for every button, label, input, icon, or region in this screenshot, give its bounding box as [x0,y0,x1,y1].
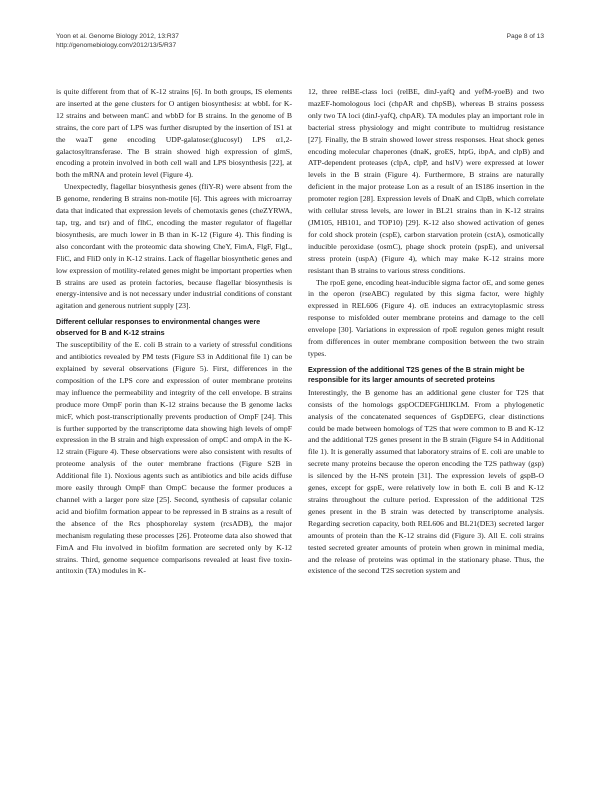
paragraph: The susceptibility of the E. coli B strain to a variety of stressful conditions and antibiotics revealed by PM tests (Figure S3 in Additional file 1) can be explained by several observations (Figure 5). First, differences in the composition of the LPS core and expression of outer membrane proteins may influence the permeability and integrity of the cell envelope. B strains produce more OmpF porin than K-12 strains because the B genome lacks micF, which post-transcriptionally prevents production of OmpF [24]. This is further supported by the transcriptome data showing high levels of ompF expression in the B strain and high expression of ompC and ompA in the K-12 strain (Figure 4). These observations were also consistent with results of proteome analysis of the outer membrane fractions (Figure S2B in Additional file 1). Noxious agents such as antibiotics and bile acids diffuse more easily through OmpF than OmpC because the former produces a channel with a larger pore size [25]. Second, synthesis of capsular colanic acid and biofilm formation appear to be repressed in B strains as a result of the absence of the Rcs phosphorelay system (rcsADB), the major mechanism regulating these processes [26]. Proteome data also showed that FimA and Flu involved in biofilm formation are secreted only by K-12 strains. Third, genome sequence comparisons revealed at least five toxin-antitoxin (TA) modules in K- [56,340,292,576]
section-heading: Different cellular responses to environmental changes were observed for B and K-12 strains [56,317,261,337]
article-url[interactable]: http://genomebiology.com/2012/13/5/R37 [56,42,177,49]
right-column [308,86,544,577]
paragraph: Unexpectedly, flagellar biosynthesis genes (fliY-R) were absent from the B genome, rendering B strains non-motile [6]. This agrees with microarray data that indicated that expression levels of chemotaxis genes (cheZYRWA, tap, trg, and tsr) and of flhC, encoding the master regulator of flagellar biosynthesis, are much lower in B than in K-12 (Figure 4). This finding is also concordant with the proteomic data showing CheY, FimA, FlgF, FlgL, FliC, and FliD only in K-12 strains. Lack of flagellar biosynthetic genes and low expression of motility-related genes might be important properties when B strains are used as protein factories, because flagellar biosynthesis is energy-intensive and is not necessary under industrial conditions of constant agitation and generous nutrient supply [23]. [56,182,292,311]
paragraph: is quite different from that of K-12 strains [6]. In both groups, IS elements are inserted at the gene clusters for O antigen biosynthesis: at wbbL for K-12 strains and between manC and wbbD for B strains. In the genome of B strains, the core part of LPS was further disrupted by the insertion of IS1 at the waaT gene encoding UDP-galatose:(glucosyl) LPS α1,2-galactosyltransferase. The B strain showed high expression of glmS, encoding a protein involved in both cell wall and LPS biosynthesis [22], at both the mRNA and protein level (Figure 4). [56,87,292,180]
citation: Yoon et al. Genome Biology 2012, 13:R37 [56,33,179,40]
section-heading: Expression of the additional T2S genes of the B strain might be responsible for its larger amounts of secreted proteins [308,364,525,385]
paragraph: 12, three relBE-class loci (relBE, dinJ-yafQ and yefM-yoeB) and two mazEF-homologous loci (chpAR and chpSB), whereas B strains possess only two TA loci (dinJ-yafQ, chpAR). TA modules play an important role in bacterial stress physiology and might contribute to multidrug resistance [27]. Finally, the B strain showed lower stress responses. Heat shock genes encoding molecular chaperones (dnaK, groES, htpG, ibpA, and clpB) and ATP-dependent proteases (clpA, clpP, and hslV) were expressed at lower levels in the B strain (Figure 4). Furthermore, B strains are naturally deficient in the major protease Lon as a result of an IS186 insertion in the promoter region [28]. Expression levels of DnaK and ClpB, which correlate with cellular stress levels, are lower in BL21 strains than in K-12 strains (JM105, HB101, and TOP10) [29]. K-12 also showed activation of genes for cold shock protein (cspE), carbon starvation protein (cstA), osmotically inducible peroxidase (osmC), phage shock protein (pspE), and universal stress protein (uspA) (Figure 4), which may make K-12 strains more resistant than B strains to various stress conditions. [308,87,544,275]
left-column [56,86,292,577]
page-number: Page 8 of 13 [506,33,544,40]
paragraph: The rpoE gene, encoding heat-inducible sigma factor σE, and some genes in the operon (rseABC) regulated by this sigma factor, were highly expressed in REL606 (Figure 4). σE induces an extracytoplasmic stress response to misfolded outer membrane proteins and damage to the cell envelope [30]. Variations in expression of rpoE regulon genes might result from differences in outer membrane composition between the two strain types. [308,277,544,358]
paragraph: Interestingly, the B genome has an additional gene cluster for T2S that consists of the homologs gspOCDEFGHIJKLM. From a phylogenetic analysis of the concatenated sequences of GspDEFG, clear distinctions could be made between homologs of T2S that were common to B and K-12 and the additional T2S genes present in the B strain (Figure S4 in Additional file 1). It is generally assumed that laboratory strains of E. coli are unable to secrete many proteins because the operon encoding the T2S pathway (gsp) is silenced by the H-NS protein [31]. The expression levels of gspB-O genes, except for gspE, were relatively low in both E. coli B and K-12 strains throughout the culture period. Expression of the additional T2S genes present in the B strain was detected by transcriptome analysis. Regarding secretion capacity, both REL606 and BL21(DE3) secreted larger amounts of protein than the K-12 strains did (Figure 3). All E. coli strains tested secreted greater amounts of protein when grown in minimal media, and the release of proteins was optimal in the stationary phase. Thus, the existence of the second T2S secretion system and [308,387,544,576]
